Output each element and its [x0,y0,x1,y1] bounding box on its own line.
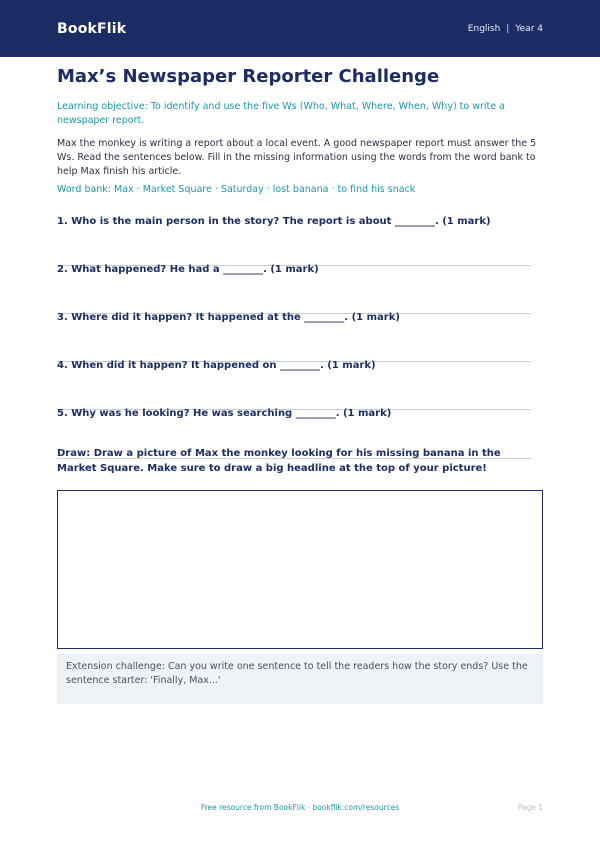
question-1 [57,216,531,227]
year-label: Year 4 [515,23,543,34]
question-3 [57,312,531,323]
question-4 [57,360,531,371]
header-meta [468,24,543,34]
intro-paragraph: Max the monkey is writing a report about a local event. A good newspaper report must answer the 5 Ws. Read the sentences below. Fill in the missing information using the words from the word bank to help Max finish his article. [57,138,537,177]
question-text: 5. Why was he looking? He was searching ________. (1 mark) [57,408,392,419]
question-5 [57,408,531,419]
footer-source: Free resource from BookFlik · bookflik.com/resources [200,803,400,812]
meta-separator: | [506,23,510,34]
question-text: 1. Who is the main person in the story? The report is about ________. (1 mark) [57,216,491,227]
question-text: 2. What happened? He had a ________. (1 mark) [57,264,319,275]
question-2 [57,264,531,275]
word-bank: Word bank: Max · Market Square · Saturday · lost banana · to find his snack [57,184,416,195]
extension-challenge: Extension challenge: Can you write one sentence to tell the readers how the story ends? Use the sentence starter: 'Finally, Max...' [57,654,543,704]
brand-logo-text: BookFlik [57,20,127,37]
page-header [0,0,600,57]
question-text: 4. When did it happen? It happened on ________. (1 mark) [57,360,376,371]
draw-prompt: Draw: Draw a picture of Max the monkey looking for his missing banana in the Market Square. Make sure to draw a big headline at the top of your picture! [57,448,501,474]
page-footer [0,803,600,815]
subject-label: English [467,23,501,34]
page-number: Page 1 [517,803,543,812]
drawing-area[interactable] [57,490,543,649]
worksheet-title: Max’s Newspaper Reporter Challenge [57,66,440,87]
learning-objective: Learning objective: To identify and use the five Ws (Who, What, Where, When, Why) to write a newspaper report. [57,101,505,126]
question-text: 3. Where did it happen? It happened at the ________. (1 mark) [57,312,400,323]
